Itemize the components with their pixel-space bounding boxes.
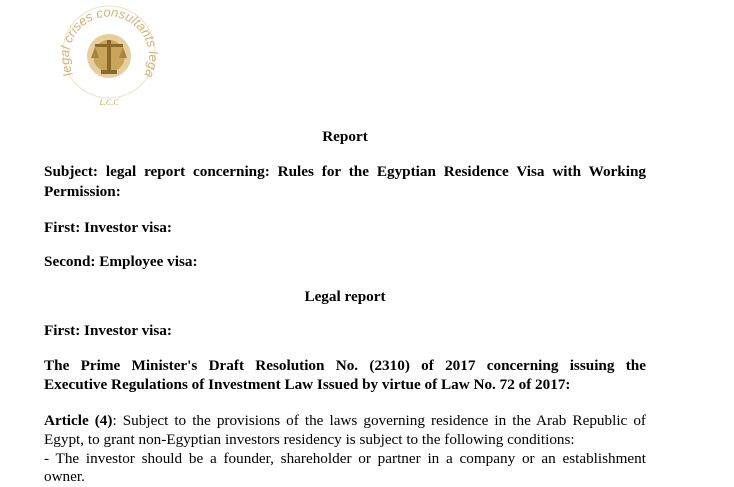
subject-line-1: Subject: legal report concerning: Rules for the Egyptian Residence Visa with Working (44, 163, 646, 180)
bullet-line-1: - The investor should be a founder, shareholder or partner in a company or an establishment (44, 450, 646, 467)
legal-report-title: Legal report (304, 288, 386, 305)
company-logo (57, 0, 161, 112)
logo-ring-text: legal crises consultants lega (57, 4, 161, 81)
article-line-1-text: : Subject to the provisions of the laws governing residence in the Arab Republic of (112, 412, 646, 429)
resolution-line-2: Executive Regulations of Investment Law Issued by virtue of Law No. 72 of 2017: (44, 376, 571, 393)
article-label: Article (4) (44, 412, 113, 429)
bullet-line-2: owner. (44, 468, 85, 485)
first-heading-repeat: First: Investor visa: (44, 322, 172, 339)
logo-initials: L.C.C (99, 98, 119, 107)
scales-emblem-icon (87, 34, 131, 78)
subject-line-2: Permission: (44, 183, 121, 200)
first-heading: First: Investor visa: (44, 219, 172, 236)
report-title: Report (322, 128, 368, 145)
second-heading: Second: Employee visa: (44, 253, 198, 270)
article-line-1 (44, 412, 646, 430)
article-line-2: Egypt, to grant non-Egyptian investors residency is subject to the following conditions: (44, 431, 575, 448)
resolution-line-1: The Prime Minister's Draft Resolution No. (2310) of 2017 concerning issuing the (44, 357, 646, 374)
